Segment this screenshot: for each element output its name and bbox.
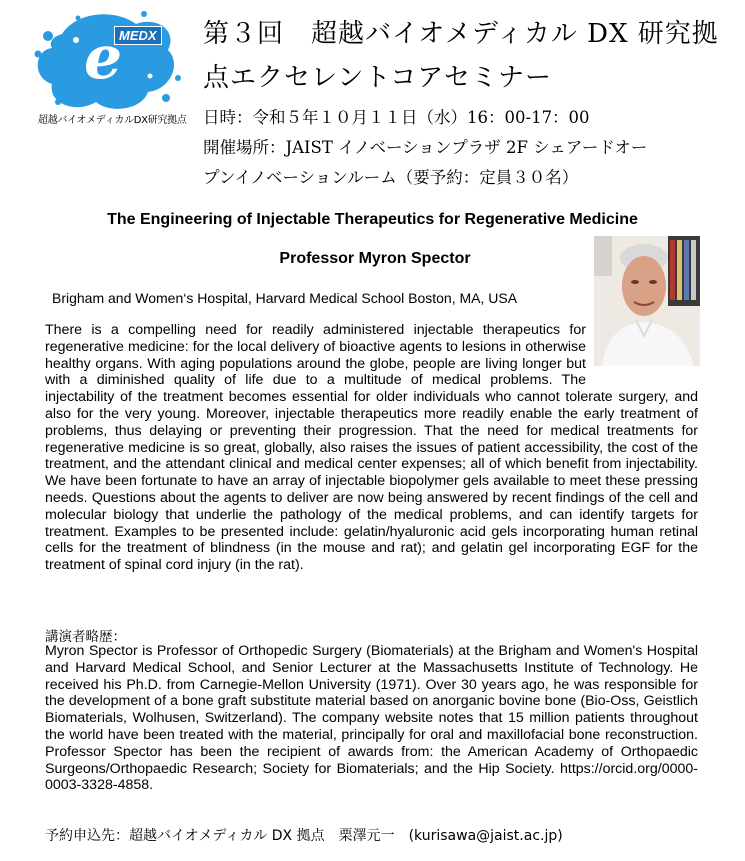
reservation-contact: 予約申込先：超越バイオメディカル DX 拠点 栗澤元一 (kurisawa@jaist.ac.jp) xyxy=(45,828,563,844)
seminar-title xyxy=(203,12,733,100)
event-venue-line-2: プンイノベーションルーム（要予約：定員３０名） xyxy=(203,168,579,187)
event-info xyxy=(203,103,738,193)
seminar-title-line-1: 第３回 超越バイオメディカル DX 研究拠 xyxy=(203,19,719,49)
speaker-name: Professor Myron Spector xyxy=(279,250,471,267)
photo-wrap-spacer xyxy=(586,322,698,378)
bio-paragraph: Myron Spector is Professor of Orthopedic Surgery (Biomaterials) at the Brigham and Women's Hospital and Harvard Medical School, and Senior Lecturer at the Massachusetts Institute of Technology. He received his Ph.D. from Carnegie-Mellon University (1971). Over 30 years ago, he was responsible for the development of a bone graft substitute material based on anorganic bovine bone (Bio-Oss, Geistlich Biomaterials, Wolhusen, Switzerland). The company website notes that 15 million patients throughout the world have been treated with the material, principally for oral and maxillofacial bone reconstruction. Professor Spector has been the recipient of awards from: the American Academy of Orthopaedic Surgeons/Orthopaedic Research; Society for Biomaterials; and the Hip Society. https://orcid.org/0000-0003-3328-4858. xyxy=(45,643,698,794)
abstract-paragraph xyxy=(45,322,698,574)
event-venue-line-1: 開催場所：JAIST イノベーションプラザ 2F シェアードオー xyxy=(203,138,648,157)
talk-title: The Engineering of Injectable Therapeutics for Regenerative Medicine xyxy=(107,211,638,228)
logo-badge-text: MEDX xyxy=(119,28,157,43)
seminar-title-line-2: 点エクセレントコアセミナー xyxy=(203,63,553,93)
bio-label: 講演者略歴： xyxy=(45,629,126,645)
event-datetime: 日時：令和５年１０月１１日（水）16：00-17：00 xyxy=(203,108,590,127)
logo-letter: e xyxy=(84,23,123,93)
logo-caption: 超越バイオメディカルDX研究拠点 xyxy=(38,115,187,126)
abstract-text: There is a compelling need for readily administered injectable therapeutics for regenerative medicine: for the local delivery of bioactive agents to lesions in otherwise healthy organs. With aging populations around the globe, people are living longer but with a diminished quality of life due to a multitude of medical problems. The injectability of the treatment becomes essential for older individuals who cannot tolerate surgery, and also for the very young. Moreover, injectable therapeutics more readily enable the early treatment of problems, thus delaying or preventing their progression. That the need for medical treatments for regenerative medicine is so great, globally, also raises the issues of patient accessibility, the cost of the treatment, and the attendant clinical and medical center expenses; all of which benefit from injectability. We have been fortunate to have an array of injectable biopolymer gels available to meet these pressing needs. Questions about the agents to deliver are now being answered by recent findings of the cell and molecular biology that underlie the pathology of the medical problems, and can identify targets for treatment. Examples to be presented include: gelatin/hyaluronic acid gels incorporating human retinal cells for the treatment of blindness (in the mouse and rat); and gelatin gel incorporating EGF for the treatment of spinal cord injury (in the rat). xyxy=(45,322,698,574)
speaker-affiliation: Brigham and Women‘s Hospital, Harvard Medical School Boston, MA, USA xyxy=(52,290,518,306)
